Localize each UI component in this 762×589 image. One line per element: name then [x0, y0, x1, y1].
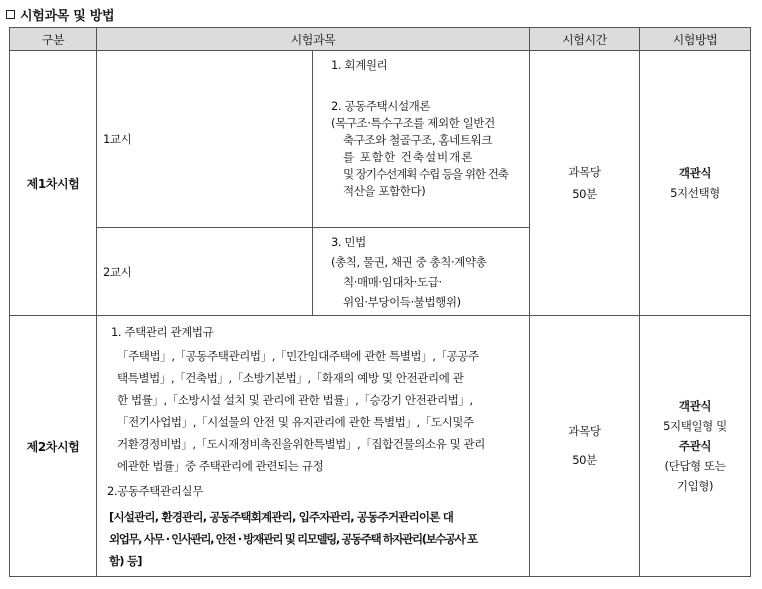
table-row	[10, 51, 751, 228]
subject-civil-law-detail: 위임·부당이득·불법행위)	[343, 295, 461, 309]
table-row	[10, 316, 751, 577]
round2-label: 제2차시험	[10, 316, 97, 577]
round1-method	[640, 51, 751, 316]
time-minutes: 50분	[572, 186, 597, 201]
subject-building-detail: 적산을 포함한다)	[343, 184, 426, 198]
session1-label: 1교시	[97, 51, 313, 228]
header-category: 구분	[10, 28, 97, 51]
round2-method	[640, 316, 751, 577]
round2-subjects	[97, 316, 530, 577]
method-choice: 5지택일형 및	[663, 418, 727, 433]
housing-law-list	[105, 345, 523, 477]
method-choice: 5지선택형	[670, 185, 720, 200]
practice-line: 함) 등]	[109, 554, 142, 568]
time-minutes: 50분	[572, 453, 597, 467]
method-objective: 객관식	[678, 165, 712, 180]
round2-time	[530, 316, 640, 577]
header-subject: 시험과목	[97, 28, 530, 51]
heading-text: 시험과목 및 방법	[20, 9, 115, 24]
subject-accounting: 1. 회계원리	[331, 58, 388, 72]
method-note: (단답형 또는	[664, 458, 726, 473]
law-line: 택특별법」,「건축법」,「소방기본법」,「화재의 예방 및 안전관리에 관	[117, 371, 464, 385]
method-subjective: 주관식	[678, 438, 712, 453]
subject-building-detail: 를 포함한 건축설비개론	[343, 150, 474, 164]
law-line: 에관한 법률」중 주택관리에 관련되는 규정	[117, 459, 324, 473]
table-header-row	[10, 28, 751, 51]
method-objective: 객관식	[678, 398, 712, 413]
practice-line: 외업무, 사무 · 인사관리, 안전 · 방재관리 및 리모델링, 공동주택 하자관리(보수공사 포	[109, 532, 477, 546]
round1-label: 제1차시험	[10, 51, 97, 316]
housing-practice-detail	[105, 506, 523, 572]
section-heading	[6, 5, 114, 24]
subject-building-detail: (목구조·특수구조를 제외한 일반건	[331, 116, 495, 130]
subject-civil-law-detail: 칙·매매·임대차·도급·	[343, 275, 442, 289]
method-note: 기입형)	[676, 478, 714, 493]
subject-building: 2. 공동주택시설개론	[331, 99, 431, 113]
law-line: 「전기사업법」,「시설물의 안전 및 유지관리에 관한 특별법」,「도시및주	[117, 415, 474, 429]
time-per-subject: 과목당	[568, 424, 601, 438]
session1-subjects	[313, 51, 530, 228]
checkbox-square-icon	[6, 10, 15, 19]
exam-table	[9, 27, 751, 577]
subject-building-detail: 및 장기수선계획 수립 등을 위한 건축	[343, 167, 508, 181]
law-line: 한 법률」,「소방시설 설치 및 관리에 관한 법률」,「승강기 안전관리법」,	[117, 393, 473, 407]
law-line: 거환경정비법」,「도시재정비촉진을위한특별법」,「집합건물의소유 및 관리	[117, 437, 485, 451]
time-per-subject: 과목당	[568, 164, 601, 179]
practice-line: [시설관리, 환경관리, 공동주택회계관리, 입주자관리, 공동주거관리이론 대	[109, 510, 454, 524]
session2-subjects	[313, 228, 530, 316]
subject-civil-law-detail: (총칙, 물권, 채권 중 총칙·계약총	[331, 255, 487, 269]
law-line: 「주택법」,「공동주택관리법」,「민간임대주택에 관한 특별법」,「공공주	[117, 349, 479, 363]
header-method: 시험방법	[640, 28, 751, 51]
subject-housing-law: 1. 주택관리 관계법규	[111, 325, 214, 339]
subject-housing-practice: 2.공동주택관리실무	[107, 484, 203, 498]
session2-label: 2교시	[97, 228, 313, 316]
subject-building-detail: 축구조와 철골구조, 홈네트워크	[343, 133, 492, 147]
subject-civil-law: 3. 민법	[331, 235, 366, 249]
round1-time	[530, 51, 640, 316]
header-time: 시험시간	[530, 28, 640, 51]
